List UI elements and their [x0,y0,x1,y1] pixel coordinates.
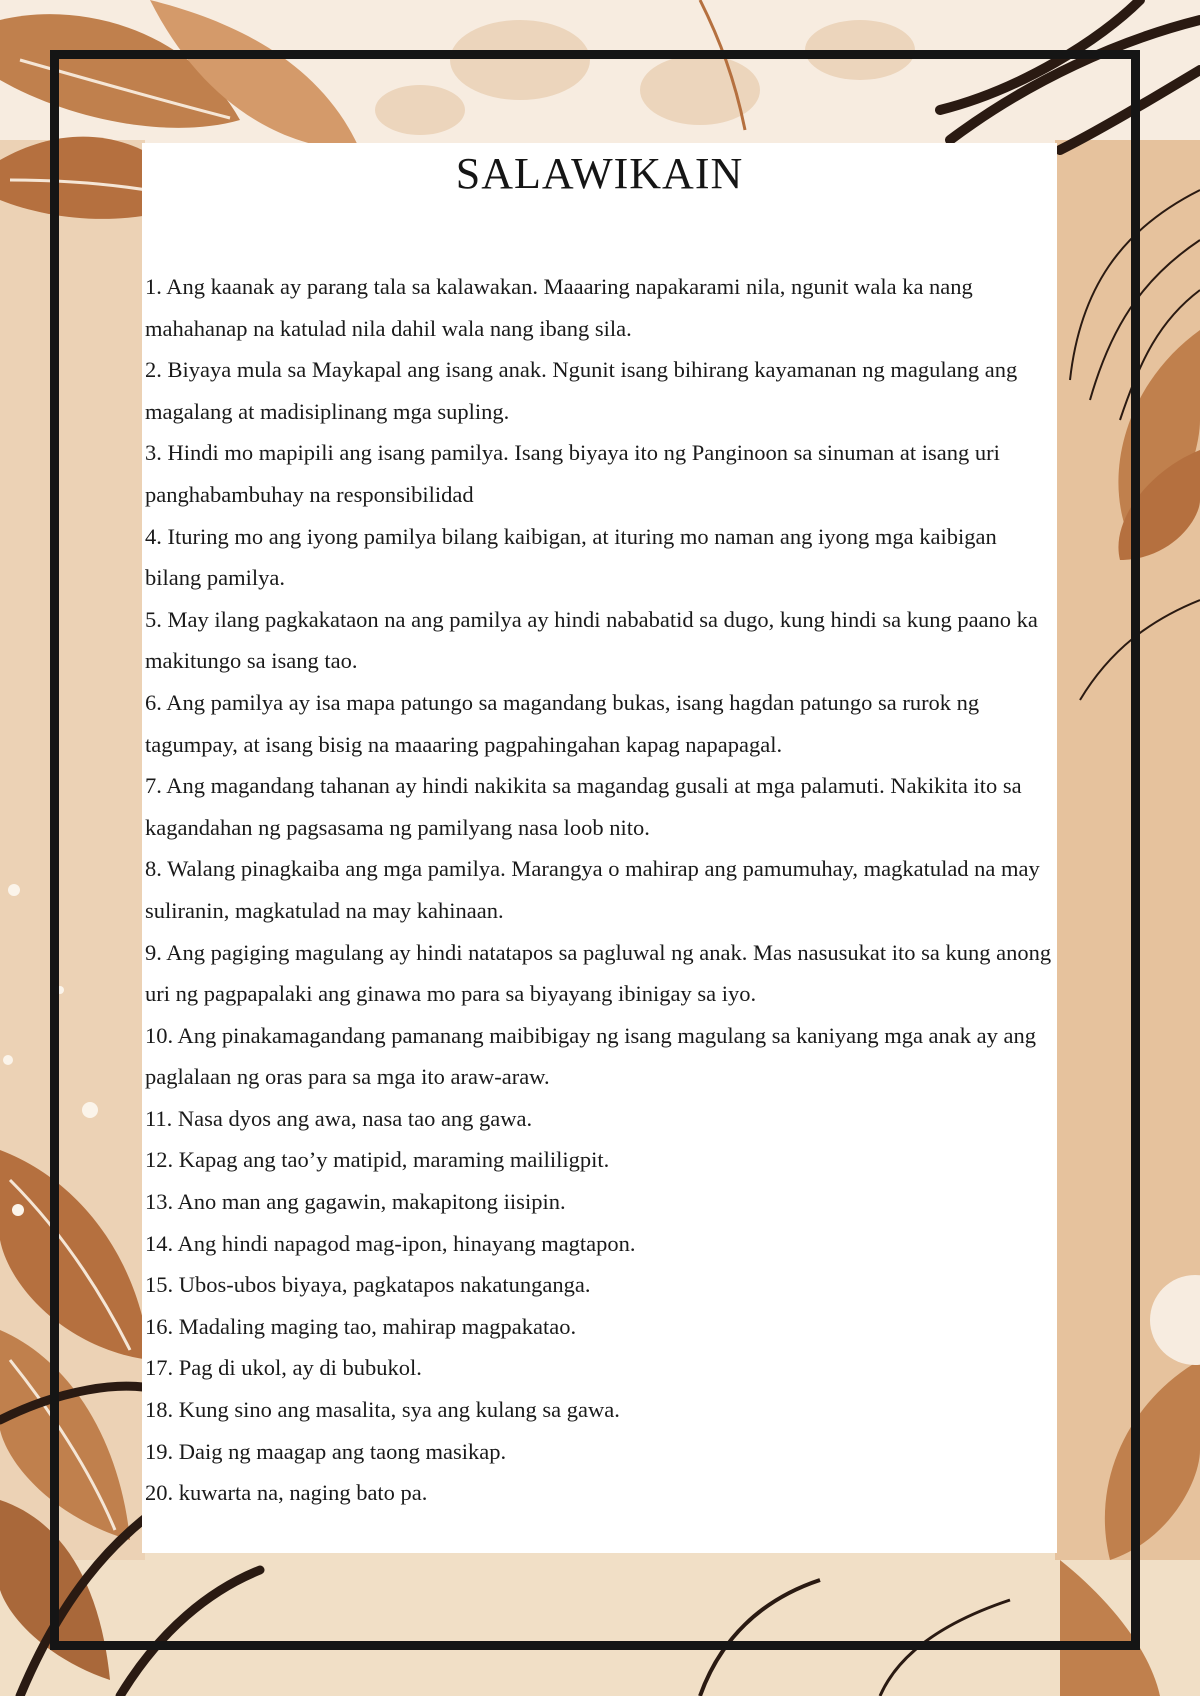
list-item: 5. May ilang pagkakataon na ang pamilya ay hindi nababatid sa dugo, kung hindi sa kung paano ka makitungo sa isang tao. [145,606,1038,674]
list-item: 10. Ang pinakamagandang pamanang maibibigay ng isang magulang sa kaniyang mga anak ay ang paglalaan ng oras para sa mga ito araw-araw. [145,1022,1037,1090]
list-item: 4. Ituring mo ang iyong pamilya bilang kaibigan, at ituring mo naman ang iyong mga kaibigan bilang pamilya. [145,523,997,591]
list-item: 2. Biyaya mula sa Maykapal ang isang anak. Ngunit isang bihirang kayamanan ng magulang ang magalang at madisiplinang mga supling. [145,357,1018,424]
list-item: 3. Hindi mo mapipili ang isang pamilya. Isang biyaya ito ng Panginoon sa sinuman at isang uri panghabambuhay na responsibilidad [145,440,1000,507]
list-item: 19. Daig ng maagap ang taong masikap. [145,1438,507,1464]
list-item: 1. Ang kaanak ay parang tala sa kalawakan. Maaaring napakarami nila, ngunit wala ka nang mahahanap na katulad nila dahil wala nang ibang sila. [145,274,973,341]
list-item: 14. Ang hindi napagod mag-ipon, hinayang magtapon. [145,1230,636,1256]
list-item: 18. Kung sino ang masalita, sya ang kulang sa gawa. [145,1397,620,1423]
list-item: 20. kuwarta na, naging bato pa. [145,1480,428,1506]
list-item: 16. Madaling maging tao, mahirap magpakatao. [145,1313,577,1339]
list-item: 7. Ang magandang tahanan ay hindi nakikita sa magandag gusali at mga palamuti. Nakikita ito sa kagandahan ng pagsasama ng pamilyang nasa loob nito. [145,773,1022,840]
list-item: 17. Pag di ukol, ay di bubukol. [145,1355,422,1381]
list-item: 15. Ubos-ubos biyaya, pagkatapos nakatunganga. [145,1272,591,1298]
list-item: 6. Ang pamilya ay isa mapa patungo sa magandang bukas, isang hagdan patungo sa rurok ng tagumpay, at isang bisig na maaaring pagpahingahan kapag napapagal. [145,689,980,757]
proverb-list [145,266,1057,1514]
list-item: 8. Walang pinagkaiba ang mga pamilya. Marangya o mahirap ang pamumuhay, magkatulad na may suliranin, magkatulad na may kahinaan. [145,856,1040,923]
page-title: SALAWIKAIN [455,149,744,198]
list-item: 12. Kapag ang tao’y matipid, maraming maililigpit. [145,1147,610,1173]
list-item: 13. Ano man ang gagawin, makapitong iisipin. [145,1189,566,1215]
list-item: 11. Nasa dyos ang awa, nasa tao ang gawa. [145,1105,533,1131]
list-item: 9. Ang pagiging magulang ay hindi natatapos sa pagluwal ng anak. Mas nasusukat ito sa kung anong uri ng pagpapalaki ang ginawa mo para sa biyayang ibinigay sa iyo. [145,939,1052,1007]
